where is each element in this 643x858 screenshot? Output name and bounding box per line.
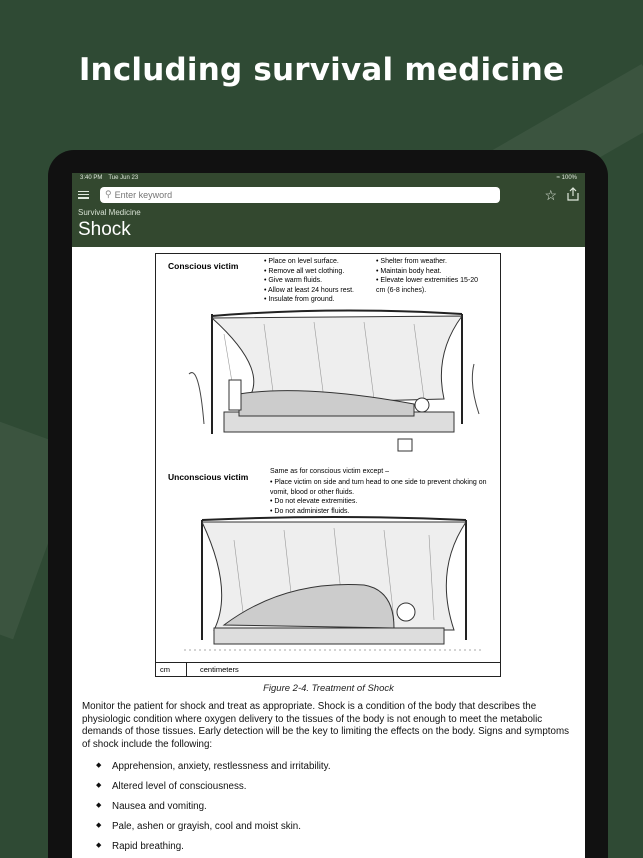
conscious-list-1: • Place on level surface. • Remove all wet clothing. • Give warm fluids. • Allow at least 24 hours rest. • Insulate from ground.: [264, 257, 374, 305]
list-item: ◆ Apprehension, anxiety, restlessness and irritability.: [96, 761, 575, 772]
breadcrumb[interactable]: Survival Medicine: [78, 208, 141, 217]
cm-word: centimeters: [200, 665, 239, 674]
status-bar: [72, 173, 585, 183]
cm-unit: cm: [160, 665, 170, 674]
conscious-list-2: • Shelter from weather. • Maintain body heat. • Elevate lower extremities 15-20 cm (6-8 inches).: [376, 257, 486, 295]
shock-figure: [155, 253, 501, 677]
list-item: ◆ Altered level of consciousness.: [96, 781, 575, 792]
article-content: [72, 247, 585, 852]
wifi-icon: ≈: [556, 175, 562, 181]
search-icon: ⚲: [105, 189, 112, 199]
battery-level: 100%: [561, 175, 577, 181]
promo-headline: Including survival medicine: [78, 52, 565, 88]
search-input[interactable]: [115, 190, 485, 200]
unconscious-intro: Same as for conscious victim except –: [270, 468, 390, 475]
units-legend: [156, 662, 500, 676]
status-date: Tue Jun 23: [108, 175, 139, 181]
unconscious-list: • Place victim on side and turn head to one side to prevent choking on vomit, blood or other fluids. • Do not elevate extremities. • Do not administer fluids.: [270, 478, 490, 516]
favorite-star-icon[interactable]: ☆: [544, 186, 557, 203]
unconscious-label: Unconscious victim: [168, 472, 249, 482]
conscious-illustration: [184, 304, 484, 454]
menu-icon[interactable]: [78, 191, 89, 199]
list-item: ◆ Nausea and vomiting.: [96, 801, 575, 812]
figure-caption: Figure 2-4. Treatment of Shock: [263, 683, 394, 694]
search-bar[interactable]: [100, 187, 500, 203]
toolbar: [72, 183, 585, 206]
unconscious-illustration: [184, 510, 484, 660]
app-screen: [72, 173, 585, 858]
body-paragraph: Monitor the patient for shock and treat as appropriate. Shock is a condition of the body that describes the physiologic condition where oxygen delivery to the tissues of the body is not enough to meet the metabolic demands of those tissues. Early detection will be the key to limiting the effects on the body. Signs and symptoms of shock include the following:: [82, 701, 570, 750]
share-icon[interactable]: [567, 187, 579, 203]
page-title: Shock: [78, 219, 131, 240]
list-item: ◆ Pale, ashen or grayish, cool and moist skin.: [96, 821, 575, 832]
conscious-label: Conscious victim: [168, 261, 239, 271]
symptom-list: [82, 761, 575, 852]
page-header: [72, 206, 585, 247]
status-time: 3:40 PM: [80, 175, 103, 181]
list-item: ◆ Rapid breathing.: [96, 841, 575, 852]
